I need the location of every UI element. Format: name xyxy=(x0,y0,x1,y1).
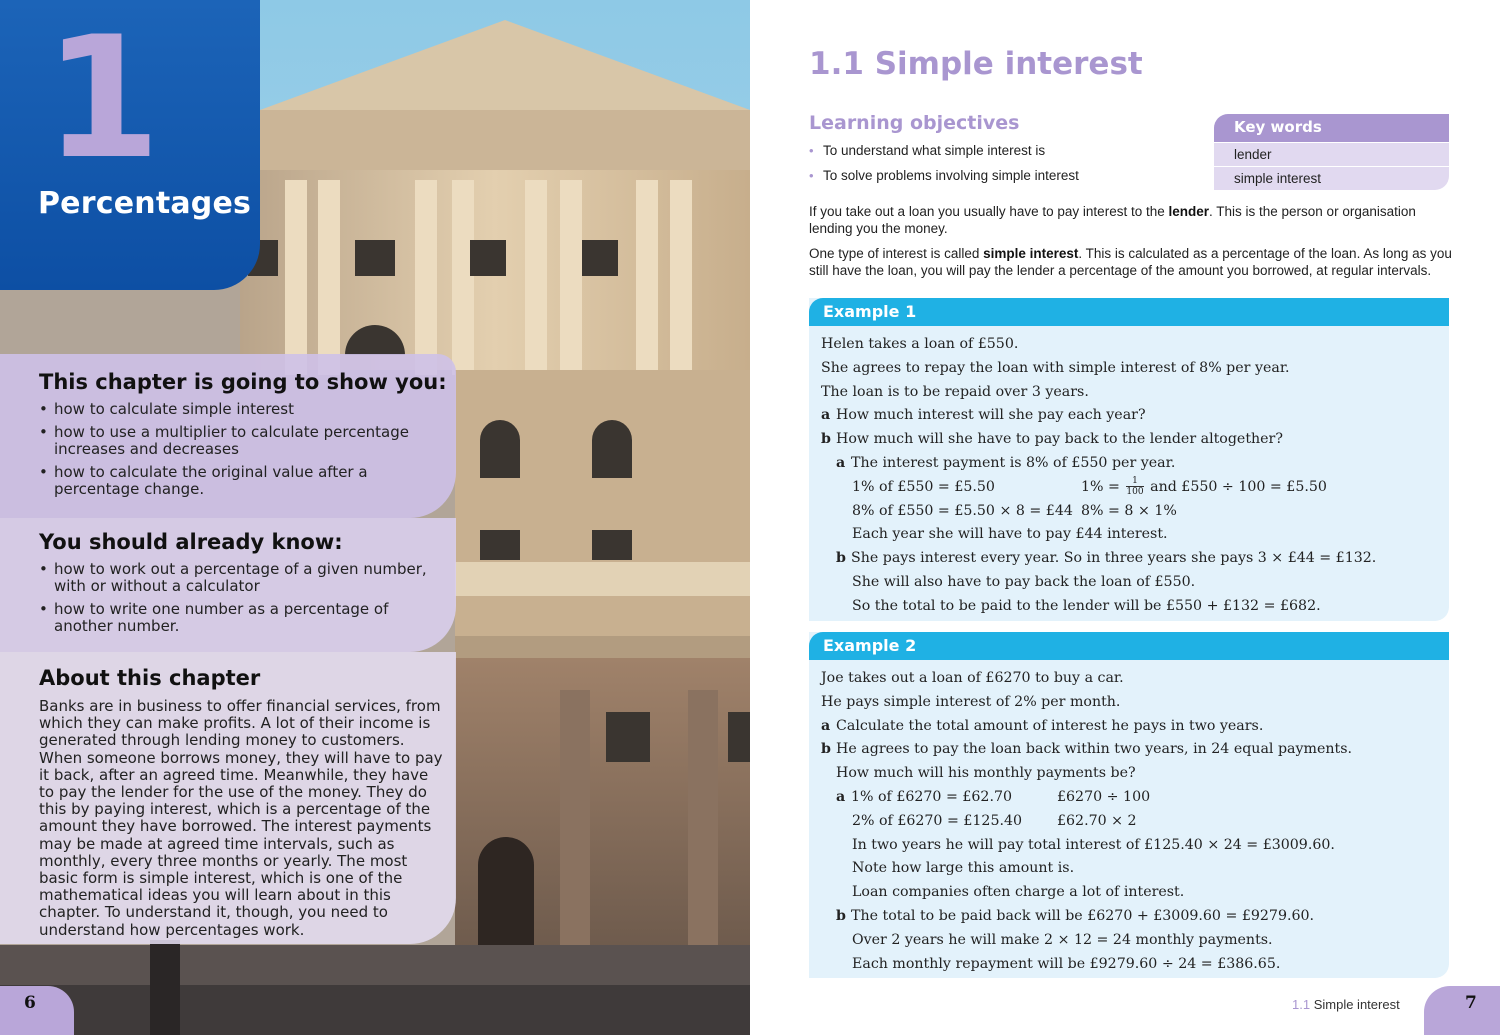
key-term: simple interest xyxy=(983,246,1079,261)
key-words-heading: Key words xyxy=(1214,114,1449,142)
example-line: Helen takes a loan of £550. xyxy=(821,336,1019,352)
working-line: Each year she will have to pay £44 interest. xyxy=(852,526,1168,543)
page-number-right: 7 xyxy=(1465,993,1477,1013)
chapter-goals-panel xyxy=(0,354,456,518)
bullet-icon: • xyxy=(809,143,814,158)
question-b-continued: How much will his monthly payments be? xyxy=(836,765,1136,782)
question-b: b How much will she have to pay back to the lender altogether? xyxy=(821,431,1283,448)
bullet-icon: • xyxy=(39,463,48,481)
chapter-goals-heading: This chapter is going to show you: xyxy=(39,370,447,394)
learning-objectives-list xyxy=(809,143,1079,193)
key-words-box xyxy=(1214,114,1449,190)
example-1-body xyxy=(809,326,1449,619)
working-line: 8% of £550 = £5.50 × 8 = £44 8% = 8 × 1% xyxy=(852,502,1177,519)
working-line: Each monthly repayment will be £9279.60 ÷ 24 = £386.65. xyxy=(852,955,1281,972)
fraction: $\frac{1}{100}$ xyxy=(1126,476,1144,498)
key-word: lender xyxy=(1214,143,1449,166)
working-line: 2% of £6270 = £125.40 £62.70 × 2 xyxy=(852,812,1137,829)
working-line: 1% of £550 = £5.50 1% = $\frac{1}{100}$ and £550 ÷ 100 = £5.50 xyxy=(821,476,1449,500)
list-item: • how to work out a percentage of a given number, with or without a calculator xyxy=(39,560,427,595)
page-tab xyxy=(1424,986,1500,1035)
key-word: simple interest xyxy=(1214,167,1449,190)
intro-paragraph: If you take out a loan you usually have to pay interest to the lender. This is the person or organisation lending you the money. xyxy=(809,204,1416,236)
about-chapter-text: Banks are in business to offer financial services, from which they can make profits. A lot of their income is generated through lending money to customers. When someone borrows money, they will have to pay it back, after an agreed time. Meanwhile, they have to pay the lender for the use of the money. They do this by paying interest, which is a percentage of the amount they have borrowed. The interest payments may be made at agreed time intervals, such as monthly, every three months or yearly. The most basic form is simple interest, which is one of the mathematical ideas you will learn about in this chapter. To understand it, though, you need to understand how percentages work. xyxy=(39,697,443,939)
example-1-heading: Example 1 xyxy=(809,298,1449,326)
example-2-body xyxy=(809,660,1449,976)
about-chapter-panel xyxy=(0,652,456,944)
page-number-left: 6 xyxy=(24,993,36,1013)
working-line: Loan companies often charge a lot of interest. xyxy=(852,884,1185,901)
question-b: b He agrees to pay the loan back within two years, in 24 equal payments. xyxy=(821,741,1352,758)
bullet-icon: • xyxy=(39,600,48,618)
working-line: Note how large this amount is. xyxy=(852,860,1075,877)
question-a: a Calculate the total amount of interest he pays in two years. xyxy=(821,717,1264,734)
key-term: lender xyxy=(1168,204,1209,219)
example-line: The loan is to be repaid over 3 years. xyxy=(821,383,1089,400)
bullet-icon: • xyxy=(39,400,48,418)
right-page xyxy=(750,0,1500,1035)
section-title: 1.1 Simple interest xyxy=(809,46,1143,82)
running-footer: 1.1 Simple interest xyxy=(1292,997,1400,1012)
answer-a: a 1% of £6270 = £62.70 £6270 ÷ 100 xyxy=(836,788,1151,805)
example-1-box xyxy=(809,298,1449,621)
answer-a: a The interest payment is 8% of £550 per year. xyxy=(836,454,1176,471)
learning-objectives-heading: Learning objectives xyxy=(809,112,1020,134)
list-item: • To solve problems involving simple interest xyxy=(809,168,1079,183)
list-item: • how to write one number as a percentage of another number. xyxy=(39,600,389,635)
list-item: • To understand what simple interest is xyxy=(809,143,1046,158)
working-line: Over 2 years he will make 2 × 12 = 24 monthly payments. xyxy=(852,931,1273,948)
about-chapter-heading: About this chapter xyxy=(39,666,261,690)
working-line: She will also have to pay back the loan of £550. xyxy=(852,573,1196,590)
prior-knowledge-heading: You should already know: xyxy=(39,530,343,554)
intro-paragraph: One type of interest is called simple interest. This is calculated as a percentage of the loan. As long as you still have the loan, you will pay the lender a percentage of the amount you borrowed, at regular intervals. xyxy=(809,246,1452,278)
example-2-box xyxy=(809,632,1449,978)
list-item: • how to use a multiplier to calculate percentage increases and decreases xyxy=(39,423,409,458)
working-note: 1% = $\frac{1}{100}$ and £550 ÷ 100 = £5.50 xyxy=(1081,476,1327,498)
prior-knowledge-panel xyxy=(0,518,456,652)
chapter-number: 1 xyxy=(44,0,161,196)
page-tab xyxy=(0,986,74,1035)
chapter-title: Percentages xyxy=(38,186,252,221)
chapter-goals-list xyxy=(39,401,444,504)
working-line: In two years he will pay total interest of £125.40 × 24 = £3009.60. xyxy=(852,836,1335,853)
list-item: • how to calculate the original value after a percentage change. xyxy=(39,463,368,498)
example-line: He pays simple interest of 2% per month. xyxy=(821,693,1121,710)
bullet-icon: • xyxy=(809,168,814,183)
bullet-icon: • xyxy=(39,423,48,441)
list-item: • how to calculate simple interest xyxy=(39,400,294,418)
bullet-icon: • xyxy=(39,560,48,578)
question-a: a How much interest will she pay each year? xyxy=(821,407,1146,424)
answer-b: b She pays interest every year. So in three years she pays 3 × £44 = £132. xyxy=(836,550,1377,567)
answer-b: b The total to be paid back will be £6270 + £3009.60 = £9279.60. xyxy=(836,907,1315,924)
example-line: She agrees to repay the loan with simple interest of 8% per year. xyxy=(821,359,1290,376)
prior-knowledge-list xyxy=(39,561,444,641)
example-2-heading: Example 2 xyxy=(809,632,1449,660)
working-line: So the total to be paid to the lender will be £550 + £132 = £682. xyxy=(852,597,1321,614)
example-line: Joe takes out a loan of £6270 to buy a car. xyxy=(821,670,1124,686)
